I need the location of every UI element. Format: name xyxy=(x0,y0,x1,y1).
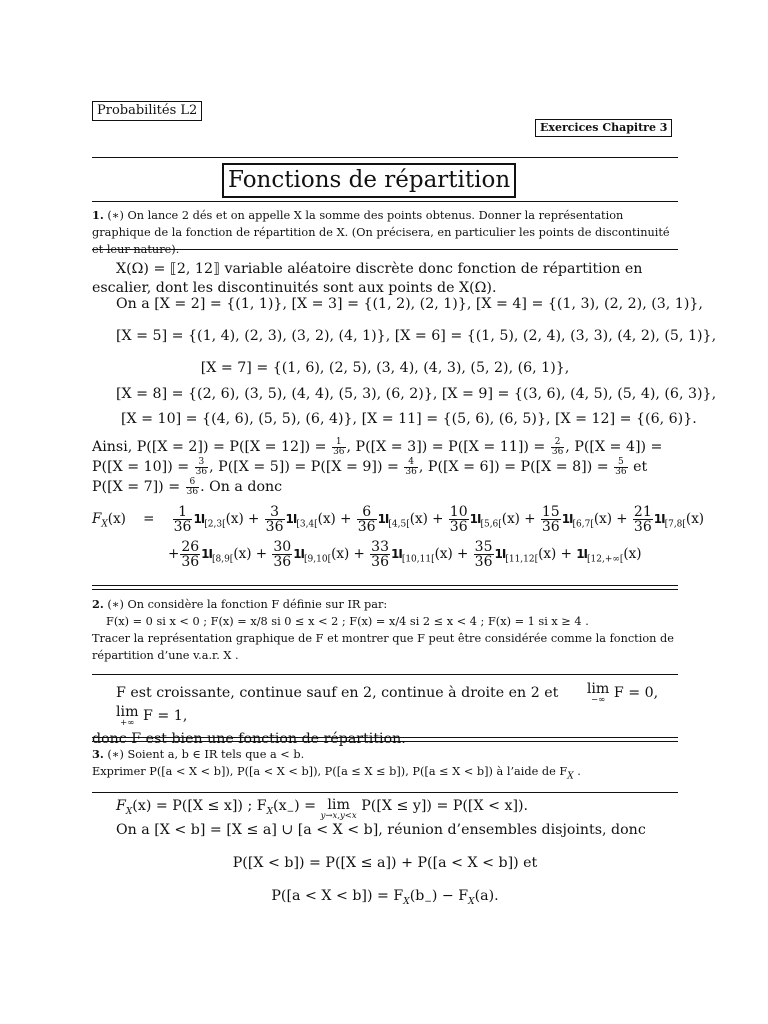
exercise-3-answer-line-1: $F_X(x) = P([X \le x])$ ; $F_X(x_-)$ = lim y→x,y<x P([X ≤ y]) = P([X < x]). xyxy=(116,797,529,822)
fx-formula-row-2: + $\frac{26}{36}$ $1I_{[8,9[}(x)$ + $\frac{30}{36}$ $1I_{[9,10[}(x)$ + $\frac{33}{36}$ $1I_{[10,11[}(x)$ + $\frac{35}{36}$ $1I_{[11,12[}(x) + 1I_{[12,+\infty[}(x)$ xyxy=(168,539,642,570)
fx-term-1-0: $\frac{1}{36}$ $1I_{[2,3[}(x)$ xyxy=(173,504,244,535)
exercise-1-line-1: On a [X = 2] = {(1, 1)}, [X = 3] = {(1, 2), (2, 1)}, [X = 4] = {(1, 3), (2, 2), (3, 1)}, xyxy=(116,296,703,312)
title-rule xyxy=(92,201,678,202)
fx-term-2-1: $\frac{30}{36}$ $1I_{[9,10[}(x)$ xyxy=(273,539,350,570)
fx-term-1-4: $\frac{15}{36}$ $1I_{[6,7[}(x)$ xyxy=(541,504,613,535)
fraction-6-36: $\frac{6}{36}$ xyxy=(186,476,199,497)
exercise-1-probabilities: Ainsi, P([X = 2]) = P([X = 12]) = $\frac{1}{36}$ , P([X = 3]) = P([X = 11]) = $\frac{2}{36}$ , P([X = 4]) = P([X = 10]) = $\frac{3}{36}$ , P([X = 5]) = P([X = 9]) = $\frac{4}{36}$ , P([X = 6]) = P([X = 8]) = $\frac{5}{36}$ et P([X = 7]) = $\frac{6}{36}$ . On a donc xyxy=(92,436,663,497)
fx-term-2-3: $\frac{35}{36}$ $1I_{[11,12[}(x)$ xyxy=(474,539,557,570)
exercise-1-end-rule-b xyxy=(92,589,678,590)
exercise-1-line-5: [X = 10] = {(4, 6), (5, 5), (6, 4)}, [X = 11] = {(5, 6), (6, 5)}, [X = 12] = {(6, 6)}. xyxy=(121,411,697,427)
limit-y-to-x: lim y→x,y<x xyxy=(320,797,357,822)
fx-term-1-1: $\frac{3}{36}$ $1I_{[3,4[}(x)$ xyxy=(265,504,336,535)
exercise-1-line-2: [X = 5] = {(1, 4), (2, 3), (3, 2), (4, 1)}, [X = 6] = {(1, 5), (2, 4), (3, 3), (4, 2), (5, 1)}, xyxy=(116,328,717,344)
course-label: Probabilités L2 xyxy=(92,101,202,121)
exercise-1-rule xyxy=(92,249,678,250)
exercise-3-rule xyxy=(92,792,678,793)
exercise-1-answer-intro: X(Ω) = ⟦2, 12⟧ variable aléatoire discrète donc fonction de répartition en escalier, dont les discontinuités sont aux points de X(Ω). xyxy=(92,261,643,296)
fx-formula-row-1: $F_X(x)$ = $\frac{1}{36}$ $1I_{[2,3[}(x)$ + $\frac{3}{36}$ $1I_{[3,4[}(x)$ + $\frac{6}{36}$ $1I_{[4,5[}(x)$ + $\frac{10}{36}$ $1I_{[5,6[}(x)$ + $\frac{15}{36}$ $1I_{[6,7[}(x)$ + $\frac{21}{36}$ $1I_{[7,8[}(x)$ xyxy=(92,504,705,535)
fraction-3-36: $\frac{3}{36}$ xyxy=(195,456,208,477)
exercise-3-question: 3. (∗) Soient a, b ∈ IR tels que a < b. Exprimer P([a < X < b]), P([a < X < b]), P([a ≤ X ≤ b]), P([a ≤ X < b]) à l’aide de $F_X$ . xyxy=(92,747,581,782)
fx-term-2-0: $\frac{26}{36}$ $1I_{[8,9[}(x)$ xyxy=(181,539,252,570)
exercise-3-answer-line-3: P([X < b]) = P([X ≤ a]) + P([a < X < b]) et xyxy=(232,855,538,871)
fx-term-1-2: $\frac{6}{36}$ $1I_{[4,5[}(x)$ xyxy=(357,504,428,535)
exercise-2-answer: F est croissante, continue sauf en 2, continue à droite en 2 et lim −∞ F = 0, lim +∞ F = 1, donc F est bien une fonction de répartition. xyxy=(92,681,659,747)
fx-term-2-2: $\frac{33}{36}$ $1I_{[10,11[}(x)$ xyxy=(371,539,453,570)
exercise-2-end-rule-a xyxy=(92,737,678,738)
limit-plus-infinity: lim +∞ xyxy=(116,704,139,729)
fraction-4-36: $\frac{4}{36}$ xyxy=(405,456,417,477)
exercise-2-end-rule-b xyxy=(92,741,678,742)
exercise-3-answer-line-4: $P([a < X < b]) = F_X(b_-) - F_X(a)$. xyxy=(271,888,499,907)
fraction-2-36: $\frac{2}{36}$ xyxy=(551,436,564,457)
exercise-1-line-3: [X = 7] = {(1, 6), (2, 5), (3, 4), (4, 3), (5, 2), (6, 1)}, xyxy=(200,360,570,376)
fx-term-1-3: $\frac{10}{36}$ $1I_{[5,6[}(x)$ xyxy=(449,504,520,535)
fraction-5-36: $\frac{5}{36}$ xyxy=(615,456,627,477)
exercise-1-end-rule-a xyxy=(92,585,678,586)
exercise-1-question: 1. (∗) On lance 2 dés et on appelle X la somme des points obtenus. Donner la représentation graphique de la fonction de répartition de X. (On précisera, en particulier les points de discontinuité et leur nature). xyxy=(92,208,670,256)
chapter-label: Exercices Chapitre 3 xyxy=(535,119,672,137)
exercise-3-answer-line-2: On a [X < b] = [X ≤ a] ∪ [a < X < b], réunion d’ensembles disjoints, donc xyxy=(116,822,646,838)
exercise-2-rule xyxy=(92,674,678,675)
fx-term-last: $1I_{[12,+\infty[}(x)$ xyxy=(576,546,642,565)
fx-term-1-5: $\frac{21}{36}$ $1I_{[7,8[}(x)$ xyxy=(633,504,705,535)
page-title: Fonctions de répartition xyxy=(222,163,516,198)
exercise-1-line-4: [X = 8] = {(2, 6), (3, 5), (4, 4), (5, 3), (6, 2)}, [X = 9] = {(3, 6), (4, 5), (5, 4), (6, 3)}, xyxy=(116,386,717,402)
limit-minus-infinity: lim −∞ xyxy=(586,681,610,706)
fraction-1-36: $\frac{1}{36}$ xyxy=(333,436,345,457)
exercise-2-question: 2. (∗) On considère la fonction F définie sur IR par: F(x) = 0 si x < 0 ; F(x) = x/8 si 0 ≤ x < 2 ; F(x) = x/4 si 2 ≤ x < 4 ; F(x) = 1 si x ≥ 4 . Tracer la représentation graphique de F et montrer que F peut être considérée comme la fonction de répartition d’une v.a.r. X . xyxy=(92,597,674,662)
top-rule xyxy=(92,157,678,158)
